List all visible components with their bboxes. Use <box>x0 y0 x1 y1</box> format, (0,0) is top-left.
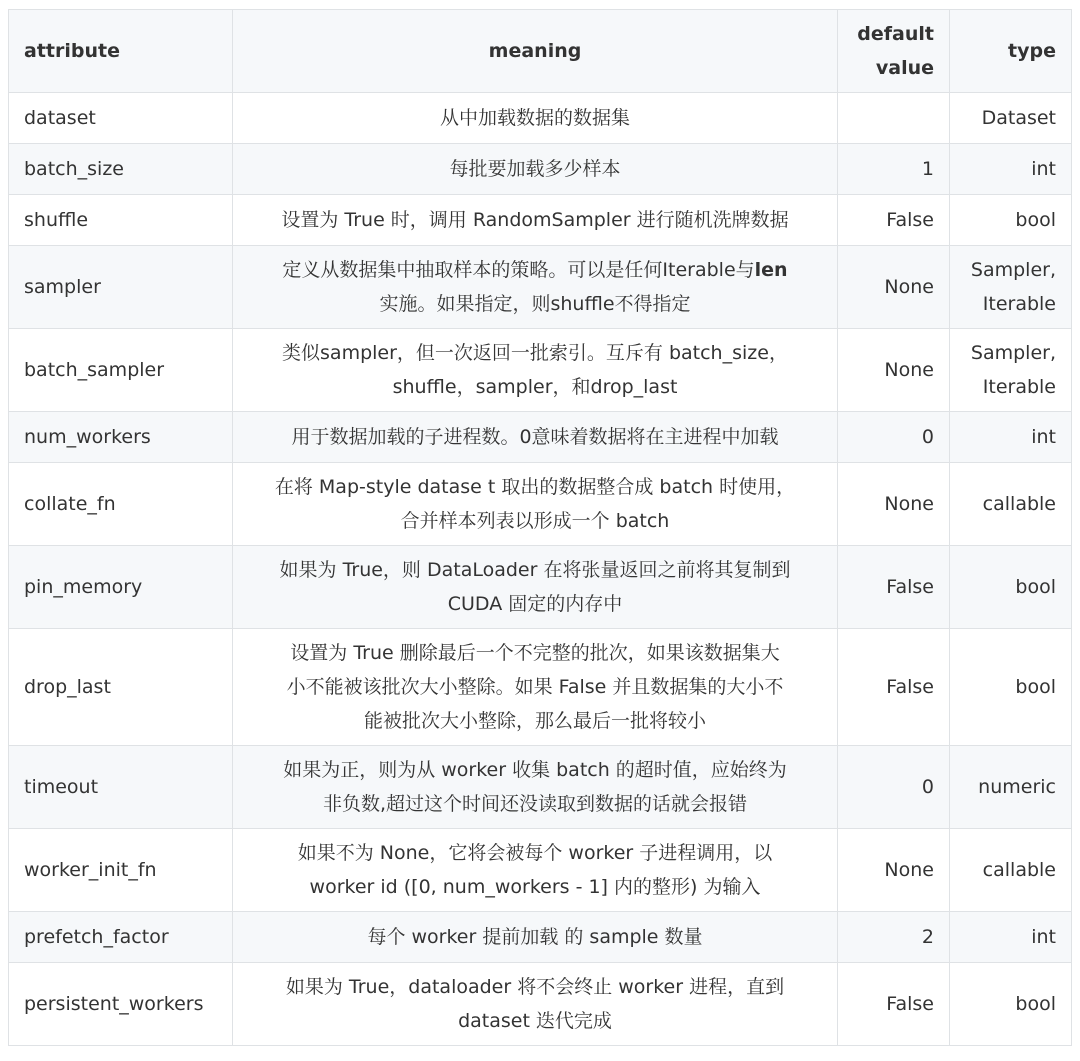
meaning-line: 设置为 True 删除最后一个不完整的批次，如果该数据集大 <box>290 642 780 664</box>
cell-attribute: timeout <box>9 746 233 829</box>
cell-meaning <box>233 963 838 1046</box>
cell-type <box>950 963 1072 1046</box>
meaning-bold-text: len <box>754 259 788 281</box>
meaning-line: 实施。如果指定，则shuffle不得指定 <box>379 293 691 315</box>
type-line: Iterable <box>982 376 1056 398</box>
table-row <box>9 912 1072 963</box>
cell-type <box>950 93 1072 144</box>
cell-meaning <box>233 629 838 746</box>
table-row <box>9 746 1072 829</box>
meaning-line: 如果为 True，则 DataLoader 在将张量返回之前将其复制到 <box>279 559 791 581</box>
type-line: Iterable <box>982 293 1056 315</box>
header-default-line1: default <box>857 23 934 45</box>
table-row <box>9 546 1072 629</box>
cell-attribute: collate_fn <box>9 463 233 546</box>
header-type: type <box>950 10 1072 93</box>
cell-type <box>950 246 1072 329</box>
type-line: Sampler, <box>970 259 1056 281</box>
header-default-value <box>838 10 950 93</box>
cell-default: False <box>838 546 950 629</box>
cell-attribute: shuffle <box>9 195 233 246</box>
meaning-line: 在将 Map-style datase t 取出的数据整合成 batch 时使用， <box>274 476 796 498</box>
meaning-line: 能被批次大小整除，那么最后一批将较小 <box>363 710 706 732</box>
cell-default: None <box>838 463 950 546</box>
cell-attribute: batch_sampler <box>9 329 233 412</box>
cell-type <box>950 195 1072 246</box>
type-line: bool <box>1015 676 1056 698</box>
cell-default: False <box>838 195 950 246</box>
meaning-line: 非负数,超过这个时间还没读取到数据的话就会报错 <box>322 793 748 815</box>
type-line: int <box>1031 158 1056 180</box>
header-default-line2: value <box>875 57 934 79</box>
cell-type <box>950 912 1072 963</box>
cell-type <box>950 629 1072 746</box>
table-row <box>9 144 1072 195</box>
meaning-line: CUDA 固定的内存中 <box>447 593 623 615</box>
cell-meaning <box>233 912 838 963</box>
table-row <box>9 463 1072 546</box>
type-line: int <box>1031 426 1056 448</box>
cell-meaning <box>233 829 838 912</box>
cell-default: None <box>838 246 950 329</box>
table-row <box>9 195 1072 246</box>
header-attribute: attribute <box>9 10 233 93</box>
cell-attribute: batch_size <box>9 144 233 195</box>
cell-default: 0 <box>838 746 950 829</box>
cell-meaning <box>233 746 838 829</box>
cell-meaning <box>233 93 838 144</box>
cell-type <box>950 329 1072 412</box>
table-row <box>9 412 1072 463</box>
cell-default: False <box>838 629 950 746</box>
meaning-line: 如果不为 None，它将会被每个 worker 子进程调用，以 <box>297 842 773 864</box>
meaning-line: 每个 worker 提前加载 的 sample 数量 <box>367 926 703 948</box>
cell-type <box>950 746 1072 829</box>
table-row <box>9 246 1072 329</box>
cell-default: 0 <box>838 412 950 463</box>
cell-type <box>950 546 1072 629</box>
table-row <box>9 829 1072 912</box>
meaning-line: 定义从数据集中抽取样本的策略。可以是任何Iterable与 <box>282 259 755 281</box>
meaning-line: shuffle，sampler，和drop_last <box>392 376 678 398</box>
cell-attribute: worker_init_fn <box>9 829 233 912</box>
cell-default: 2 <box>838 912 950 963</box>
meaning-line: 如果为 True，dataloader 将不会终止 worker 进程，直到 <box>285 976 785 998</box>
cell-meaning <box>233 144 838 195</box>
cell-meaning <box>233 246 838 329</box>
cell-type <box>950 144 1072 195</box>
cell-meaning <box>233 195 838 246</box>
cell-meaning <box>233 412 838 463</box>
cell-attribute: num_workers <box>9 412 233 463</box>
cell-default: False <box>838 963 950 1046</box>
header-row <box>9 10 1072 93</box>
meaning-line: dataset 迭代完成 <box>458 1010 612 1032</box>
meaning-line: 合并样本列表以形成一个 batch <box>400 510 670 532</box>
dataloader-params-table <box>8 9 1072 1046</box>
meaning-line: 如果为正，则为从 worker 收集 batch 的超时值，应始终为 <box>283 759 787 781</box>
cell-default: 1 <box>838 144 950 195</box>
table-header <box>9 10 1072 93</box>
meaning-line: 用于数据加载的子进程数。0意味着数据将在主进程中加载 <box>291 426 779 448</box>
header-meaning: meaning <box>233 10 838 93</box>
cell-attribute: drop_last <box>9 629 233 746</box>
type-line: bool <box>1015 576 1056 598</box>
table-row <box>9 629 1072 746</box>
table-row <box>9 329 1072 412</box>
meaning-line: 每批要加载多少样本 <box>449 158 621 180</box>
type-line: callable <box>982 859 1056 881</box>
cell-meaning <box>233 329 838 412</box>
type-line: bool <box>1015 993 1056 1015</box>
cell-attribute: sampler <box>9 246 233 329</box>
cell-attribute: persistent_workers <box>9 963 233 1046</box>
cell-type <box>950 412 1072 463</box>
meaning-line: worker id ([0, num_workers - 1] 内的整形) 为输入 <box>309 876 761 898</box>
cell-meaning <box>233 546 838 629</box>
cell-meaning <box>233 463 838 546</box>
type-line: Sampler, <box>970 342 1056 364</box>
meaning-line: 设置为 True 时，调用 RandomSampler 进行随机洗牌数据 <box>281 209 789 231</box>
cell-attribute: prefetch_factor <box>9 912 233 963</box>
cell-default: None <box>838 829 950 912</box>
type-line: numeric <box>978 776 1056 798</box>
type-line: bool <box>1015 209 1056 231</box>
table-row <box>9 93 1072 144</box>
cell-attribute: pin_memory <box>9 546 233 629</box>
cell-default: None <box>838 329 950 412</box>
table-body <box>9 93 1072 1046</box>
meaning-line: 从中加载数据的数据集 <box>439 107 630 129</box>
type-line: Dataset <box>981 107 1056 129</box>
type-line: callable <box>982 493 1056 515</box>
cell-default <box>838 93 950 144</box>
cell-type <box>950 829 1072 912</box>
cell-attribute: dataset <box>9 93 233 144</box>
meaning-line: 类似sampler，但一次返回一批索引。互斥有 batch_size， <box>282 342 788 364</box>
meaning-line: 小不能被该批次大小整除。如果 False 并且数据集的大小不 <box>286 676 784 698</box>
table-row <box>9 963 1072 1046</box>
type-line: int <box>1031 926 1056 948</box>
cell-type <box>950 463 1072 546</box>
